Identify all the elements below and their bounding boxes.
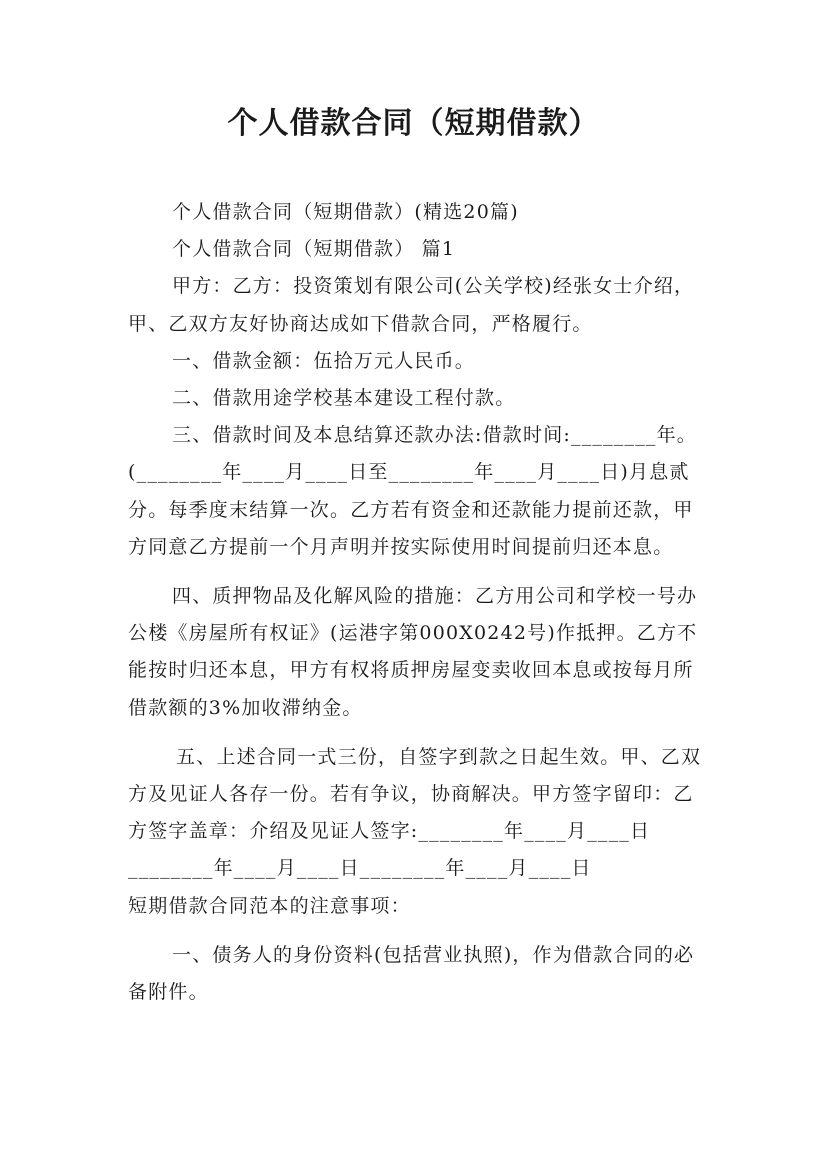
document-body [128,194,702,1011]
paragraph-note-1: 一、债务人的身份资料(包括营业执照)，作为借款合同的必备附件。 [128,943,695,1004]
document-title: 个人借款合同（短期借款） [227,106,600,141]
paragraph-article-heading: 个人借款合同（短期借款） 篇1 [172,238,456,261]
paragraph-collateral: 四、质押物品及化解风险的措施：乙方用公司和学校一号办公楼《房屋所有权证》(运港字第000X0242号)作抵押。乙方不能按时归还本息，甲方有权将质押房屋变卖收回本息或按每月所借款额的3%加收滞纳金。 [128,585,698,719]
paragraph-parties: 甲方：乙方：投资策划有限公司(公关学校)经张女士介绍，甲、乙双方友好协商达成如下借款合同，严格履行。 [128,275,695,335]
paragraph-loan-amount: 一、借款金额：伍拾万元人民币。 [172,349,476,372]
paragraph-repayment-terms: 三、借款时间及本息结算还款办法:借款时间:________年。(________年____月____日至________年____月____日)月息贰分。每季度末结算一次。乙方若有资金和还款能力提前还款，甲方同意乙方提前一个月声明并按实际使用时间提前归还本息。 [128,424,698,558]
paragraph-notes-heading: 短期借款合同范本的注意事项： [128,894,411,917]
paragraph-subtitle: 个人借款合同（短期借款）(精选20篇) [172,201,519,223]
paragraph-loan-purpose: 二、借款用途学校基本建设工程付款。 [172,387,516,410]
paragraph-signatures: 五、上述合同一式三份，自签字到款之日起生效。甲、乙双方及见证人各存一份。若有争议，协商解决。甲方签字留印：乙方签字盖章：介绍及见证人签字:________年____月____日________年____月____日________年____月____日 [128,745,702,880]
